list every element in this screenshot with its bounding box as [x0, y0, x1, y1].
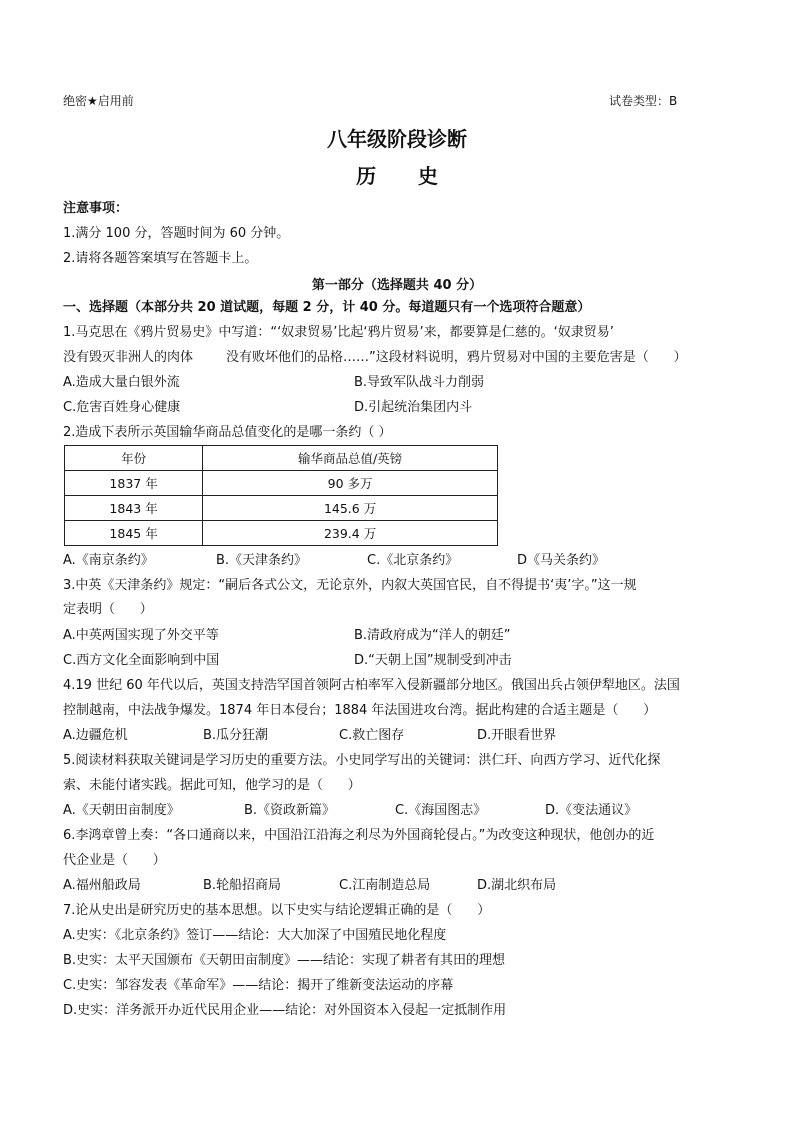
question-1-option-c: C.危害百姓身心健康: [63, 400, 181, 415]
subject-title: 历 史: [356, 164, 438, 188]
question-7-line-1: 7.论从史出是研究历史的基本思想。以下史实与结论逻辑正确的是（ ）: [63, 903, 491, 918]
question-5-line-1: 5.阅读材料获取关键词是学习历史的重要方法。小史同学写出的关键词：洪仁玕、向西方学习、近代化探: [63, 753, 661, 768]
question-1-option-d: D.引起统治集团内斗: [354, 400, 473, 415]
question-5-option-d: D.《变法通议》: [545, 803, 638, 818]
question-5-option-a: A.《天朝田亩制度》: [63, 803, 180, 818]
question-5-option-c: C.《海国图志》: [395, 803, 487, 818]
question-1-option-b: B.导致军队战斗力削弱: [354, 375, 485, 390]
notice-heading: 注意事项：: [63, 201, 129, 216]
table-header-row: [65, 446, 498, 471]
paper-type-label: 试卷类型：B: [609, 94, 678, 108]
question-4-option-a: A.边疆危机: [63, 728, 128, 743]
question-5-line-2: 索、未能付诸实践。据此可知，他学习的是（ ）: [63, 778, 361, 793]
question-3-line-2: 定表明（ ）: [63, 602, 153, 617]
notice-item: 2.请将各题答案填写在答题卡上。: [63, 251, 258, 266]
table-row: [65, 471, 498, 496]
question-6-option-a: A.福州船政局: [63, 878, 141, 893]
question-7-option-c: C.史实：邹容发表《革命军》——结论：揭开了维新变法运动的序幕: [63, 978, 454, 993]
question-4-line-2: 控制越南，中法战争爆发。1874 年日本侵台；1884 年法国进攻台湾。据此构建的合适主题是（ ）: [63, 703, 657, 718]
question-6-line-1: 6.李鸿章曾上奏：“各口通商以来，中国沿江沿海之利尽为外国商轮侵占。”为改变这种现状，他创办的近: [63, 828, 655, 843]
trade-value-table: [64, 445, 498, 546]
table-header-year: 年份: [65, 446, 203, 471]
section-heading: 一、选择题（本部分共 20 道试题，每题 2 分，计 40 分。每道题只有一个选项符合题意）: [63, 300, 591, 315]
question-1-option-a: A.造成大量白银外流: [63, 375, 180, 390]
exam-title: 八年级阶段诊断: [327, 127, 467, 151]
question-3-option-d: D.“天朝上国”规制受到冲击: [354, 653, 512, 668]
question-3-option-b: B.清政府成为“洋人的朝廷”: [354, 628, 511, 643]
question-2-line-1: 2.造成下表所示英国输华商品总值变化的是哪一条约（ ）: [63, 425, 392, 440]
table-row: [65, 521, 498, 546]
question-1-line-2: 没有毁灭非洲人的肉体 没有败坏他们的品格……”这段材料说明，鸦片贸易对中国的主要危害是（ ）: [63, 350, 687, 365]
table-cell-year: 1837 年: [65, 471, 203, 496]
question-2-option-d: D《马关条约》: [517, 553, 606, 568]
table-cell-year: 1845 年: [65, 521, 203, 546]
question-7-option-d: D.史实：洋务派开办近代民用企业——结论：对外国资本入侵起一定抵制作用: [63, 1003, 507, 1018]
question-7-option-b: B.史实：太平天国颁布《天朝田亩制度》——结论：实现了耕者有其田的理想: [63, 953, 506, 968]
question-6-line-2: 代企业是（ ）: [63, 853, 166, 868]
question-4-option-d: D.开眼看世界: [477, 728, 557, 743]
table-row: [65, 496, 498, 521]
question-6-option-b: B.轮船招商局: [203, 878, 282, 893]
question-4-line-1: 4.19 世纪 60 年代以后，英国支持浩罕国首领阿古柏率军入侵新疆部分地区。俄国出兵占领伊犁地区。法国: [63, 678, 680, 693]
question-6-option-d: D.湖北织布局: [477, 878, 557, 893]
question-2-option-a: A.《南京条约》: [63, 553, 154, 568]
table-header-value: 输华商品总值/英镑: [203, 446, 498, 471]
question-3-line-1: 3.中英《天津条约》规定：“嗣后各式公文，无论京外，内叙大英国官民，自不得提书‘夷’字。”这一规: [63, 578, 637, 593]
question-6-option-c: C.江南制造总局: [339, 878, 431, 893]
table-cell-value: 239.4 万: [203, 521, 498, 546]
table-cell-year: 1843 年: [65, 496, 203, 521]
table-cell-value: 90 多万: [203, 471, 498, 496]
notice-item: 1.满分 100 分，答题时间为 60 分钟。: [63, 226, 290, 241]
question-3-option-c: C.西方文化全面影响到中国: [63, 653, 220, 668]
question-2-option-c: C.《北京条约》: [367, 553, 459, 568]
question-4-option-b: B.瓜分狂潮: [203, 728, 269, 743]
question-3-option-a: A.中英两国实现了外交平等: [63, 628, 219, 643]
question-7-option-a: A.史实：《北京条约》签订——结论：大大加深了中国殖民地化程度: [63, 928, 447, 943]
confidential-label: 绝密★启用前: [63, 94, 134, 108]
table-cell-value: 145.6 万: [203, 496, 498, 521]
part-heading: 第一部分（选择题共 40 分）: [311, 278, 483, 293]
question-5-option-b: B.《资政新篇》: [244, 803, 336, 818]
question-4-option-c: C.救亡图存: [339, 728, 405, 743]
question-2-option-b: B.《天津条约》: [216, 553, 308, 568]
question-1-line-1: 1.马克思在《鸦片贸易史》中写道：“‘奴隶贸易’比起‘鸦片贸易’来，都要算是仁慈的。‘奴隶贸易’: [63, 325, 614, 340]
